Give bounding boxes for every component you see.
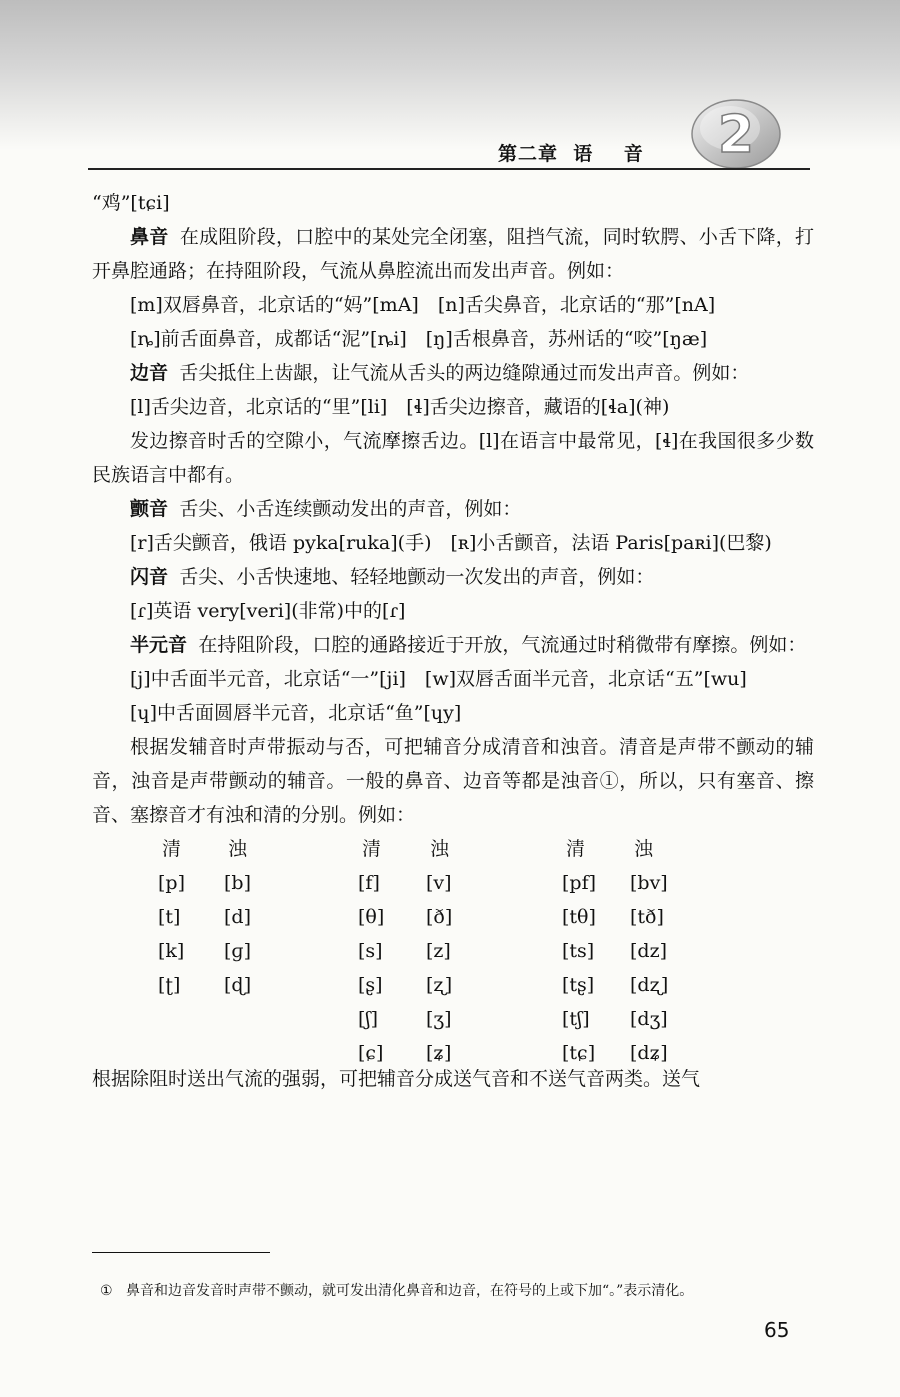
example-semivowel-2: [ɥ]中舌面圆唇半元音，北京话“鱼”[ɥy] — [130, 702, 462, 724]
table-cell-voiceless: [f] — [358, 872, 380, 894]
table-cell-voiced: [dʑ] — [630, 1042, 668, 1064]
table-cell-voiced: [dz] — [630, 940, 667, 962]
text-trill: 舌尖、小舌连续颤动发出的声音，例如： — [179, 498, 522, 520]
footnote-text: 鼻音和边音发音时声带不颤动，就可发出清化鼻音和边音，在符号的上或下加“。”表示清化。 — [126, 1283, 694, 1299]
table-cell-voiced: [dʒ] — [630, 1008, 668, 1030]
term-semivowel: 半元音 — [130, 634, 188, 656]
paragraph-lateral — [92, 356, 814, 390]
voicing-table — [92, 832, 814, 1062]
footnote-rule — [92, 1252, 270, 1253]
example-lateral: [l]舌尖边音，北京话的“里”[li] [ɬ]舌尖边擦音，藏语的[ɬa](神) — [130, 396, 670, 418]
page-header — [0, 0, 900, 172]
example-semivowel-1: [j]中舌面半元音，北京话“一”[ji] [w]双唇舌面半元音，北京话“五”[wu] — [130, 668, 747, 690]
table-cell-voiced: [ð] — [426, 906, 453, 928]
footnote-mark: ① — [100, 1283, 113, 1299]
paragraph-lateral-note: 发边擦音时舌的空隙小，气流摩擦舌边。[l]在语言中最常见，[ɬ]在我国很多少数民族语言中都有。 — [92, 430, 814, 486]
paragraph-example-ji: “鸡”[tɕi] — [92, 192, 170, 214]
table-header-voiceless: 清 — [362, 838, 382, 860]
table-cell-voiceless: [p] — [158, 872, 185, 894]
table-cell-voiceless: [θ] — [358, 906, 385, 928]
paragraph-nasal — [92, 220, 814, 288]
paragraph-voicing: 根据发辅音时声带振动与否，可把辅音分成清音和浊音。清音是声带不颤动的辅音，浊音是声带颤动的辅音。一般的鼻音、边音等都是浊音①，所以，只有塞音、擦音、塞擦音才有浊和清的分别。例如： — [92, 736, 814, 826]
example-nasal-1: [m]双唇鼻音，北京话的“妈”[mA] [n]舌尖鼻音，北京话的“那”[nA] — [130, 294, 716, 316]
table-cell-voiceless: [tʂ] — [562, 974, 595, 996]
table-cell-voiceless: [k] — [158, 940, 185, 962]
text-lateral: 舌尖抵住上齿龈，让气流从舌头的两边缝隙通过而发出声音。例如： — [179, 362, 750, 384]
table-header-voiced: 浊 — [634, 838, 654, 860]
table-cell-voiceless: [ɕ] — [358, 1042, 384, 1064]
table-cell-voiceless: [t] — [158, 906, 181, 928]
table-cell-voiced: [tð] — [630, 906, 664, 928]
example-flap: [ɾ]英语 very[veri](非常)中的[ɾ] — [130, 600, 406, 622]
example-nasal-2: [ȵ]前舌面鼻音，成都话“泥”[ȵi] [ŋ]舌根鼻音，苏州话的“咬”[ŋæ] — [130, 328, 708, 350]
table-cell-voiced: [ʑ] — [426, 1042, 452, 1064]
term-lateral: 边音 — [130, 362, 169, 384]
paragraph-aspiration: 根据除阻时送出气流的强弱，可把辅音分成送气音和不送气音两类。送气 — [92, 1068, 701, 1090]
term-flap: 闪音 — [130, 566, 169, 588]
chapter-number: 2 — [717, 105, 755, 165]
table-cell-voiceless: [ts] — [562, 940, 595, 962]
table-cell-voiced: [dʐ] — [630, 974, 669, 996]
footnote — [100, 1280, 826, 1302]
table-cell-voiced: [b] — [224, 872, 251, 894]
text-flap: 舌尖、小舌快速地、轻轻地颤动一次发出的声音，例如： — [179, 566, 655, 588]
example-trill: [r]舌尖颤音，俄语 pyka[ruka](手) [ʀ]小舌颤音，法语 Paris[paʀi](巴黎) — [130, 532, 772, 554]
text-nasal: 在成阻阶段，口腔中的某处完全闭塞，阻挡气流，同时软腭、小舌下降，打开鼻腔通路；在持阻阶段，气流从鼻腔流出而发出声音。例如： — [92, 226, 814, 282]
term-nasal: 鼻音 — [130, 226, 169, 248]
table-cell-voiced: [ʒ] — [426, 1008, 452, 1030]
table-cell-voiceless: [pf] — [562, 872, 597, 894]
chapter-title: 第二章 语 音 — [498, 143, 644, 165]
table-cell-voiced: [d] — [224, 906, 251, 928]
text-semivowel: 在持阻阶段，口腔的通路接近于开放，气流通过时稍微带有摩擦。例如： — [198, 634, 807, 656]
table-cell-voiceless: [tθ] — [562, 906, 596, 928]
table-cell-voiceless: [tʃ] — [562, 1008, 590, 1030]
table-cell-voiceless: [s] — [358, 940, 383, 962]
table-cell-voiced: [v] — [426, 872, 452, 894]
table-cell-voiceless: [ʈ] — [158, 974, 181, 996]
table-header-voiced: 浊 — [430, 838, 450, 860]
term-trill: 颤音 — [130, 498, 169, 520]
table-cell-voiceless: [ʃ] — [358, 1008, 378, 1030]
table-cell-voiced: [bv] — [630, 872, 668, 894]
table-cell-voiced: [ʐ] — [426, 974, 453, 996]
paragraph-semivowel — [92, 628, 814, 662]
table-cell-voiced: [z] — [426, 940, 451, 962]
table-cell-voiced: [ɖ] — [224, 974, 252, 996]
table-header-voiceless: 清 — [162, 838, 182, 860]
header-rule — [88, 168, 810, 170]
paragraph-trill — [92, 492, 814, 526]
table-header-voiceless: 清 — [566, 838, 586, 860]
main-text — [92, 186, 814, 1096]
table-cell-voiceless: [ʂ] — [358, 974, 383, 996]
chapter-number-badge-icon — [680, 98, 792, 170]
table-cell-voiced: [ɡ] — [224, 940, 251, 962]
table-cell-voiceless: [tɕ] — [562, 1042, 596, 1064]
page-number: 65 — [764, 1318, 790, 1342]
table-header-voiced: 浊 — [228, 838, 248, 860]
paragraph-flap — [92, 560, 814, 594]
